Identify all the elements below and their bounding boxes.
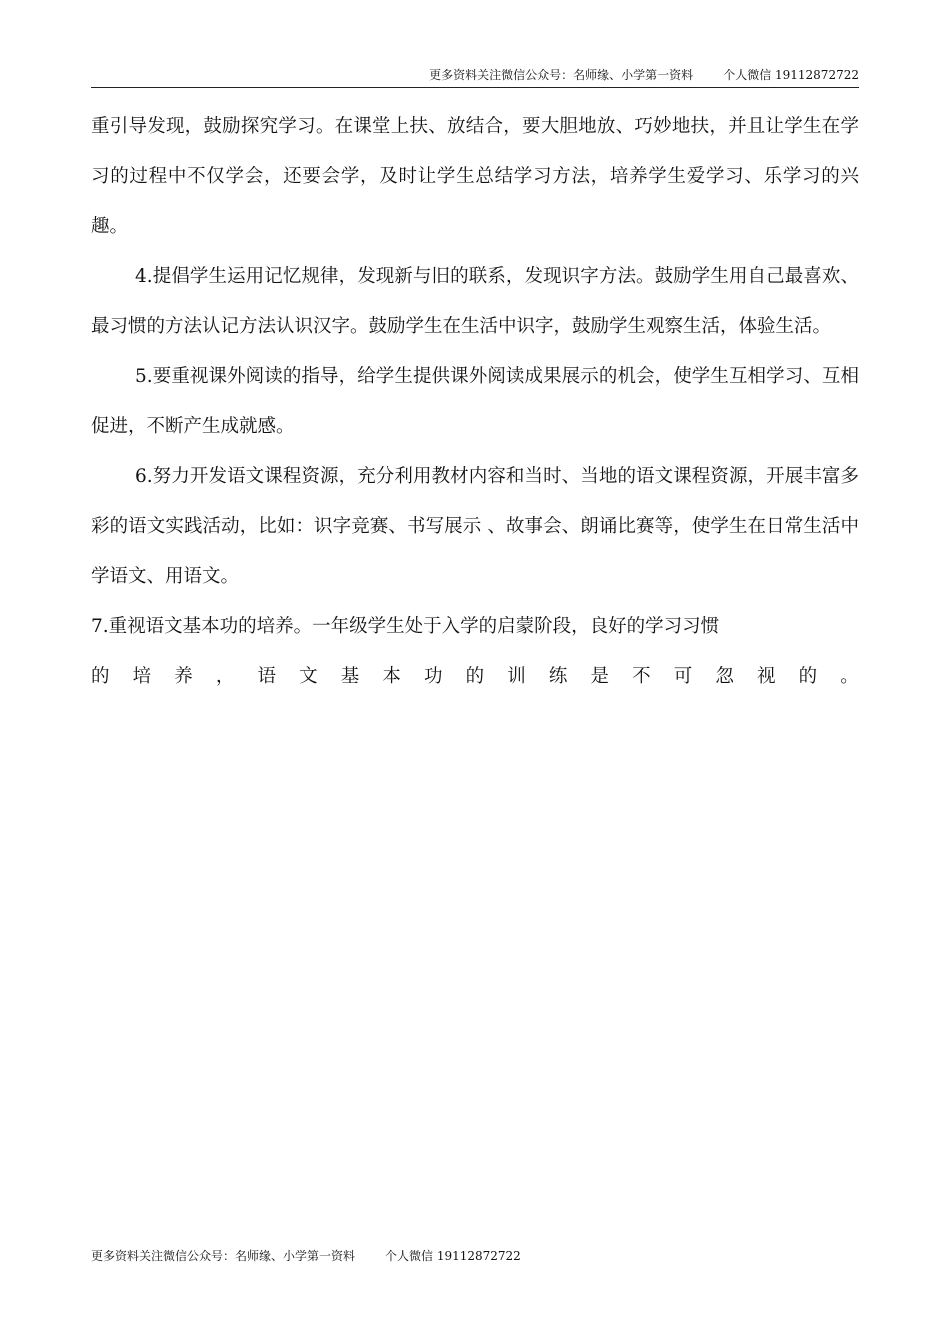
spread-char: 本 — [382, 666, 401, 687]
spread-char: 可 — [673, 666, 693, 687]
paragraph-item-4: 4.提倡学生运用记忆规律，发现新与旧的联系，发现识字方法。鼓励学生用自己最喜欢、最习惯的方法认记方法认识汉字。鼓励学生在生活中识字，鼓励学生观察生活，体验生活。 — [91, 266, 859, 337]
spread-char: 是 — [590, 666, 610, 687]
spread-char: 功 — [424, 666, 443, 687]
spread-char: 文 — [299, 666, 318, 687]
spread-char: 培 — [132, 666, 152, 687]
spread-char: 训 — [507, 666, 526, 687]
page-footer — [91, 1248, 521, 1264]
page-header — [91, 67, 859, 88]
spread-char: 的 — [798, 666, 818, 687]
spread-char: ， — [215, 666, 235, 687]
spread-char: 忽 — [715, 666, 734, 687]
footer-personal-wechat: 个人微信 19112872722 — [385, 1249, 521, 1263]
paragraph-guidance: 重引导发现，鼓励探究学习。在课堂上扶、放结合，要大胆地放、巧妙地扶，并且让学生在学习的过程中不仅学会，还要会学，及时让学生总结学习方法，培养学生爱学习、乐学习的兴趣。 — [91, 116, 859, 237]
paragraph-item-7: 7.重视语文基本功的培养。一年级学生处于入学的启蒙阶段，良好的学习习惯 — [91, 616, 720, 637]
spread-char: 的 — [465, 666, 485, 687]
header-wechat-account: 更多资料关注微信公众号：名师缘、小学第一资料 — [429, 68, 694, 82]
paragraph-item-7-continuation — [91, 652, 859, 702]
document-body — [91, 102, 859, 702]
spread-char: 的 — [91, 666, 110, 687]
spread-char: 视 — [757, 666, 776, 687]
spread-char: 。 — [840, 666, 859, 687]
spread-char: 练 — [548, 666, 568, 687]
spread-char: 语 — [257, 666, 277, 687]
header-personal-wechat: 个人微信 19112872722 — [723, 68, 859, 82]
spread-char: 养 — [174, 666, 193, 687]
paragraph-item-5: 5.要重视课外阅读的指导，给学生提供课外阅读成果展示的机会，使学生互相学习、互相促进，不断产生成就感。 — [91, 366, 859, 437]
paragraph-item-6: 6.努力开发语文课程资源，充分利用教材内容和当时、当地的语文课程资源，开展丰富多彩的语文实践活动，比如：识字竞赛、书写展示 、故事会、朗诵比赛等，使学生在日常生活中学语文、用语文。 — [91, 466, 859, 587]
spread-char: 基 — [340, 666, 360, 687]
footer-wechat-account: 更多资料关注微信公众号：名师缘、小学第一资料 — [91, 1249, 356, 1263]
spread-char: 不 — [632, 666, 651, 687]
